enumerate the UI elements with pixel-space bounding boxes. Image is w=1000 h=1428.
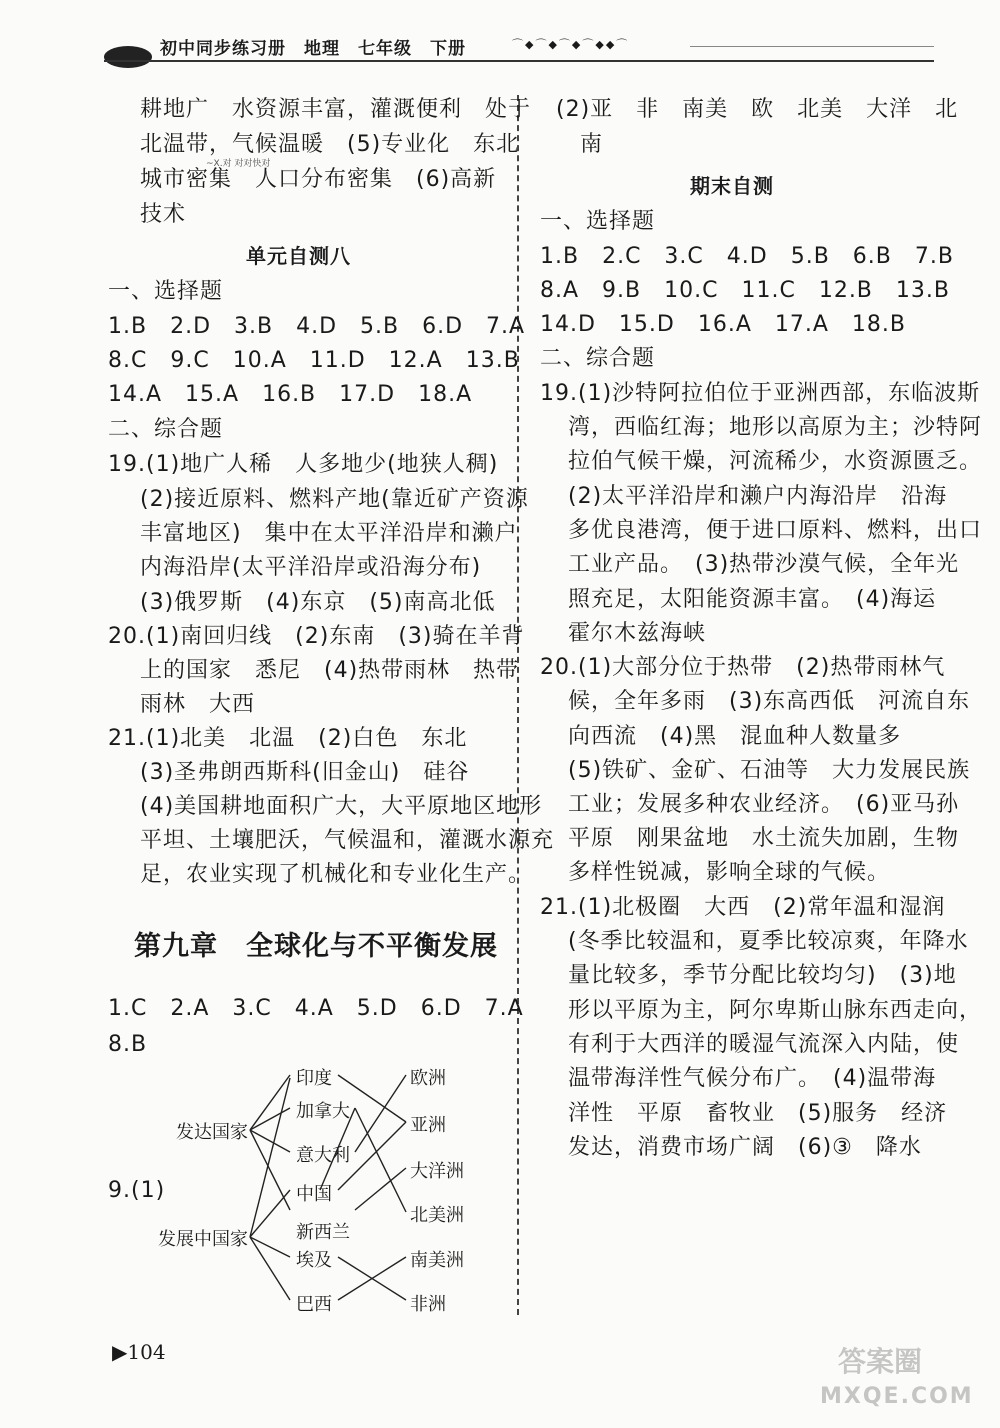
unit-title: 单元自测八 <box>246 244 351 268</box>
text-line: 城市密集 人口分布密集 (6)高新 <box>140 167 497 192</box>
question-line: 工业产品。 (3)热带沙漠气候，全年光 <box>568 552 960 577</box>
question-line: (2)太平洋沿岸和濑户内海沿岸 沿海 <box>568 484 948 509</box>
question-line: 工业；发展多种农业经济。 (6)亚马孙 <box>568 792 960 817</box>
question-line: 向西流 (4)黑 混血种人数量多 <box>568 724 902 749</box>
connector-line <box>355 1108 406 1212</box>
continent-label: 非洲 <box>410 1294 446 1315</box>
section-heading: 二、综合题 <box>108 417 224 442</box>
watermark-url: MXQE.COM <box>820 1384 974 1409</box>
question-line: 多优良港湾，便于进口原料、燃料，出口 <box>568 518 983 543</box>
column-divider <box>517 95 519 1315</box>
section-heading: 一、选择题 <box>108 279 224 304</box>
question-line: 湾，西临红海；地形以高原为主；沙特阿 <box>568 415 983 440</box>
chapter-title: 第九章 全球化与不平衡发展 <box>134 931 498 962</box>
exam-title: 期末自测 <box>690 174 774 198</box>
question-line: 内海沿岸(太平洋沿岸或沿海分布) <box>140 555 482 580</box>
question-line: 20.(1)大部分位于热带 (2)热带雨林气 <box>540 655 946 680</box>
country-label: 新西兰 <box>296 1222 350 1243</box>
handwritten-scribble: ~X.对 对对快对 <box>206 159 271 169</box>
header-rule <box>104 60 934 62</box>
question-line: 发达，消费市场广阔 (6)③ 降水 <box>568 1135 922 1160</box>
question-line: (5)铁矿、金矿、石油等 大力发展民族 <box>568 758 971 783</box>
answer-line: 14.A 15.A 16.B 17.D 18.A <box>108 382 473 407</box>
question-line: 霍尔木兹海峡 <box>568 621 707 646</box>
country-label: 意大利 <box>296 1145 350 1166</box>
answer-line: 8.A 9.B 10.C 11.C 12.B 13.B <box>540 278 950 303</box>
header-logo <box>104 46 152 68</box>
connector-line <box>355 1075 406 1152</box>
answer-line: 8.B <box>108 1032 148 1057</box>
continent-label: 亚洲 <box>410 1115 446 1136</box>
question-line: 平坦、土壤肥沃，气候温和，灌溉水源充 <box>140 828 555 853</box>
question-line: 多样性锐减，影响全球的气候。 <box>568 860 891 885</box>
question-line: 19.(1)沙特阿拉伯位于亚洲西部，东临波斯 <box>540 381 981 406</box>
question-line: 洋性 平原 畜牧业 (5)服务 经济 <box>568 1101 948 1126</box>
question-line: 21.(1)北极圈 大西 (2)常年温和湿润 <box>540 895 946 920</box>
text-line: (2)亚 非 南美 欧 北美 大洋 北 <box>556 97 959 122</box>
question-line: 照充足，太阳能资源丰富。 (4)海运 <box>568 587 937 612</box>
answer-line: 8.C 9.C 10.A 11.D 12.A 13.B <box>108 348 520 373</box>
country-label: 中国 <box>296 1184 332 1205</box>
section-heading: 二、综合题 <box>540 346 656 371</box>
question-line: 候，全年多雨 (3)东高西低 河流自东 <box>568 689 971 714</box>
group-label: 发达国家 <box>176 1122 248 1143</box>
question-line: 量比较多，季节分配比较均匀) (3)地 <box>568 963 957 988</box>
country-label: 埃及 <box>296 1250 332 1271</box>
question-line: 雨林 大西 <box>140 692 256 717</box>
question-line: 温带海洋性气候分布广。 (4)温带海 <box>568 1066 937 1091</box>
question-line: (冬季比较温和，夏季比较凉爽，年降水 <box>568 929 969 954</box>
header-title: 初中同步练习册 地理 七年级 下册 <box>160 39 466 59</box>
continent-label: 大洋洲 <box>410 1161 464 1182</box>
connector-line <box>355 1168 406 1210</box>
text-line: 南 <box>580 132 604 157</box>
continent-label: 北美洲 <box>410 1205 464 1226</box>
question-line: 有利于大西洋的暖湿气流深入内陆，使 <box>568 1032 960 1057</box>
country-label: 印度 <box>296 1068 332 1089</box>
question-line: (2)接近原料、燃料产地(靠近矿产资源 <box>140 487 529 512</box>
matching-diagram <box>150 1060 480 1320</box>
question-line: 平原 刚果盆地 水土流失加剧，生物 <box>568 826 960 851</box>
question-line: 上的国家 悉尼 (4)热带雨林 热带 <box>140 658 520 683</box>
question-line: (3)俄罗斯 (4)东京 (5)南高北低 <box>140 590 496 615</box>
answer-line: 1.B 2.C 3.C 4.D 5.B 6.B 7.B <box>540 244 954 269</box>
question-line: 足，农业实现了机械化和专业化生产。 <box>140 862 532 887</box>
header-decoration: ⌒◆⌒◆⌒◆⌒◆◆⌒ <box>512 38 630 51</box>
question-line: 19.(1)地广人稀 人多地少(地狭人稠) <box>108 452 499 477</box>
connector-line <box>250 1108 290 1130</box>
question-line: (4)美国耕地面积广大，大平原地区地形 <box>140 794 543 819</box>
country-label: 加拿大 <box>296 1101 350 1122</box>
header-rule-thin <box>690 46 934 47</box>
page-number: ▶104 <box>112 1340 166 1364</box>
country-label: 巴西 <box>296 1294 332 1315</box>
question-line: 21.(1)北美 北温 (2)白色 东北 <box>108 726 468 751</box>
continent-label: 欧洲 <box>410 1068 446 1089</box>
continent-label: 南美洲 <box>410 1250 464 1271</box>
text-line: 北温带，气候温暖 (5)专业化 东北 <box>140 132 520 157</box>
section-heading: 一、选择题 <box>540 209 656 234</box>
text-line: 技术 <box>140 202 187 227</box>
question-line: 拉伯气候干燥，河流稀少，水资源匮乏。 <box>568 449 983 474</box>
answer-line: 1.B 2.D 3.B 4.D 5.B 6.D 7.A <box>108 314 526 339</box>
group-label: 发展中国家 <box>158 1229 248 1250</box>
question-line: 形以平原为主，阿尔卑斯山脉东西走向， <box>568 998 983 1023</box>
question-line: (3)圣弗朗西斯科(旧金山) 硅谷 <box>140 760 470 785</box>
answer-line: 1.C 2.A 3.C 4.A 5.D 6.D 7.A <box>108 996 524 1021</box>
text-line: 耕地广 水资源丰富，灌溉便利 处于 <box>140 97 532 122</box>
question-line: 20.(1)南回归线 (2)东南 (3)骑在羊背 <box>108 624 525 649</box>
watermark-logo: 答案圈 <box>838 1345 923 1378</box>
question-label: 9.(1) <box>108 1178 166 1203</box>
question-line: 丰富地区) 集中在太平洋沿岸和濑户 <box>140 521 518 546</box>
answer-line: 14.D 15.D 16.A 17.A 18.B <box>540 312 907 337</box>
